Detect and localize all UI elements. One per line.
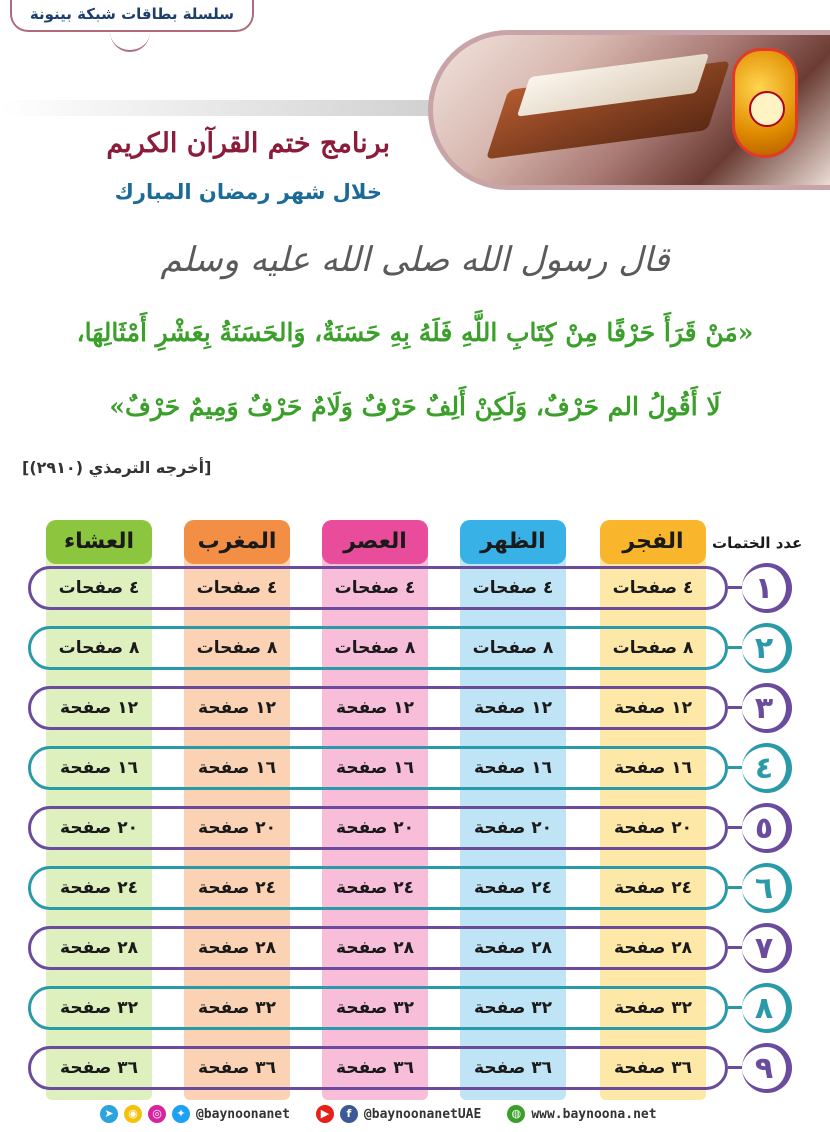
youtube-icon[interactable]: ▶ [316,1105,334,1123]
globe-icon[interactable]: ◍ [507,1105,525,1123]
program-title: برنامج ختم القرآن الكريم [106,128,390,159]
row-connector [728,826,742,829]
table-cell: ٣٦ صفحة [614,1058,692,1078]
khatma-number: ٧ [742,923,792,973]
table-cell: ١٢ صفحة [60,698,138,718]
table-cell: ٢٠ صفحة [336,818,414,838]
hadith-line-2: لَا أَقُولُ الم حَرْفٌ، وَلَكِنْ أَلِفٌ حَرْفٌ وَلَامٌ حَرْفٌ وَمِيمٌ حَرْفٌ» [109,392,721,421]
program-subtitle: خلال شهر رمضان المبارك [114,180,382,204]
row-connector [728,1066,742,1069]
khatma-number: ٢ [742,623,792,673]
table-cell: ٢٨ صفحة [614,938,692,958]
khatma-number: ١ [742,563,792,613]
column-header: المغرب [184,520,290,564]
table-cell: ١٢ صفحة [198,698,276,718]
hadith-line-1: «مَنْ قَرَأَ حَرْفًا مِنْ كِتَابِ اللَّهِ فَلَهُ بِهِ حَسَنَةٌ، وَالحَسَنَةُ بِعَشْرِ أَمْثَالِهَا، [76,318,754,347]
table-cell: ١٢ صفحة [614,698,692,718]
row-connector [728,946,742,949]
table-cell: ٣٦ صفحة [474,1058,552,1078]
table-cell: ١٦ صفحة [336,758,414,778]
row-connector [728,1006,742,1009]
table-cell: ٨ صفحات [472,638,554,658]
row-connector [728,586,742,589]
table-cell: ٢٤ صفحة [60,878,138,898]
handle-baynoonanet[interactable]: @baynoonanet [196,1106,290,1122]
column-header: الظهر [460,520,566,564]
table-cell: ٢٨ صفحة [336,938,414,958]
footer [100,1100,800,1128]
facebook-icon[interactable]: f [340,1105,358,1123]
swirl-ornament [110,28,150,52]
table-cell: ٣٢ صفحة [198,998,276,1018]
table-cell: ١٢ صفحة [474,698,552,718]
table-cell: ٤ صفحات [472,578,554,598]
khatma-number: ٥ [742,803,792,853]
hadith-reference: [أخرجه الترمذي (٢٩١٠)] [22,458,212,477]
table-cell: ٣٢ صفحة [474,998,552,1018]
series-label: سلسلة بطاقات شبكة بينونة [10,0,254,32]
table-cell: ٣٢ صفحة [614,998,692,1018]
table-cell: ١٦ صفحة [198,758,276,778]
column-header: الفجر [600,520,706,564]
table-cell: ٢٠ صفحة [614,818,692,838]
logo-emblem-icon [749,91,785,127]
table-cell: ٢٨ صفحة [198,938,276,958]
khatma-number: ٣ [742,683,792,733]
table-cell: ٨ صفحات [334,638,416,658]
twitter-icon[interactable]: ✦ [172,1105,190,1123]
table-cell: ٤ صفحات [612,578,694,598]
khatma-number: ٨ [742,983,792,1033]
table-cell: ٣٢ صفحة [60,998,138,1018]
table-cell: ٢٤ صفحة [336,878,414,898]
instagram-icon[interactable]: ◎ [148,1105,166,1123]
website-link[interactable]: www.baynoona.net [531,1106,657,1122]
row-connector [728,646,742,649]
table-cell: ٤ صفحات [196,578,278,598]
table-cell: ٣٦ صفحة [198,1058,276,1078]
row-connector [728,886,742,889]
banner-bar [0,100,440,116]
table-cell: ٢٠ صفحة [60,818,138,838]
table-cell: ٨ صفحات [58,638,140,658]
table-cell: ٢٤ صفحة [198,878,276,898]
count-header: عدد الختمات [712,534,803,552]
table-cell: ٢٤ صفحة [474,878,552,898]
khatma-number: ٤ [742,743,792,793]
calligraphy-heading: قال رسول الله صلى الله عليه وسلم [160,240,670,280]
khatma-number: ٩ [742,1043,792,1093]
table-cell: ٢٠ صفحة [474,818,552,838]
table-cell: ٢٨ صفحة [60,938,138,958]
table-cell: ١٦ صفحة [60,758,138,778]
table-cell: ٢٤ صفحة [614,878,692,898]
row-connector [728,766,742,769]
telegram-icon[interactable]: ➤ [100,1105,118,1123]
row-connector [728,706,742,709]
table-cell: ٨ صفحات [612,638,694,658]
column-header: العصر [322,520,428,564]
handle-baynoonanetuae[interactable]: @baynoonanetUAE [363,1106,482,1122]
snapchat-icon[interactable]: ◉ [124,1105,142,1123]
table-cell: ٢٨ صفحة [474,938,552,958]
khatma-number: ٦ [742,863,792,913]
table-cell: ١٢ صفحة [336,698,414,718]
table-cell: ١٦ صفحة [474,758,552,778]
table-cell: ٤ صفحات [58,578,140,598]
column-header: العشاء [46,520,152,564]
table-cell: ٣٢ صفحة [336,998,414,1018]
table-cell: ١٦ صفحة [614,758,692,778]
table-cell: ٤ صفحات [334,578,416,598]
table-cell: ٨ صفحات [196,638,278,658]
baynoona-logo [732,48,798,158]
table-cell: ٣٦ صفحة [336,1058,414,1078]
table-cell: ٣٦ صفحة [60,1058,138,1078]
table-cell: ٢٠ صفحة [198,818,276,838]
